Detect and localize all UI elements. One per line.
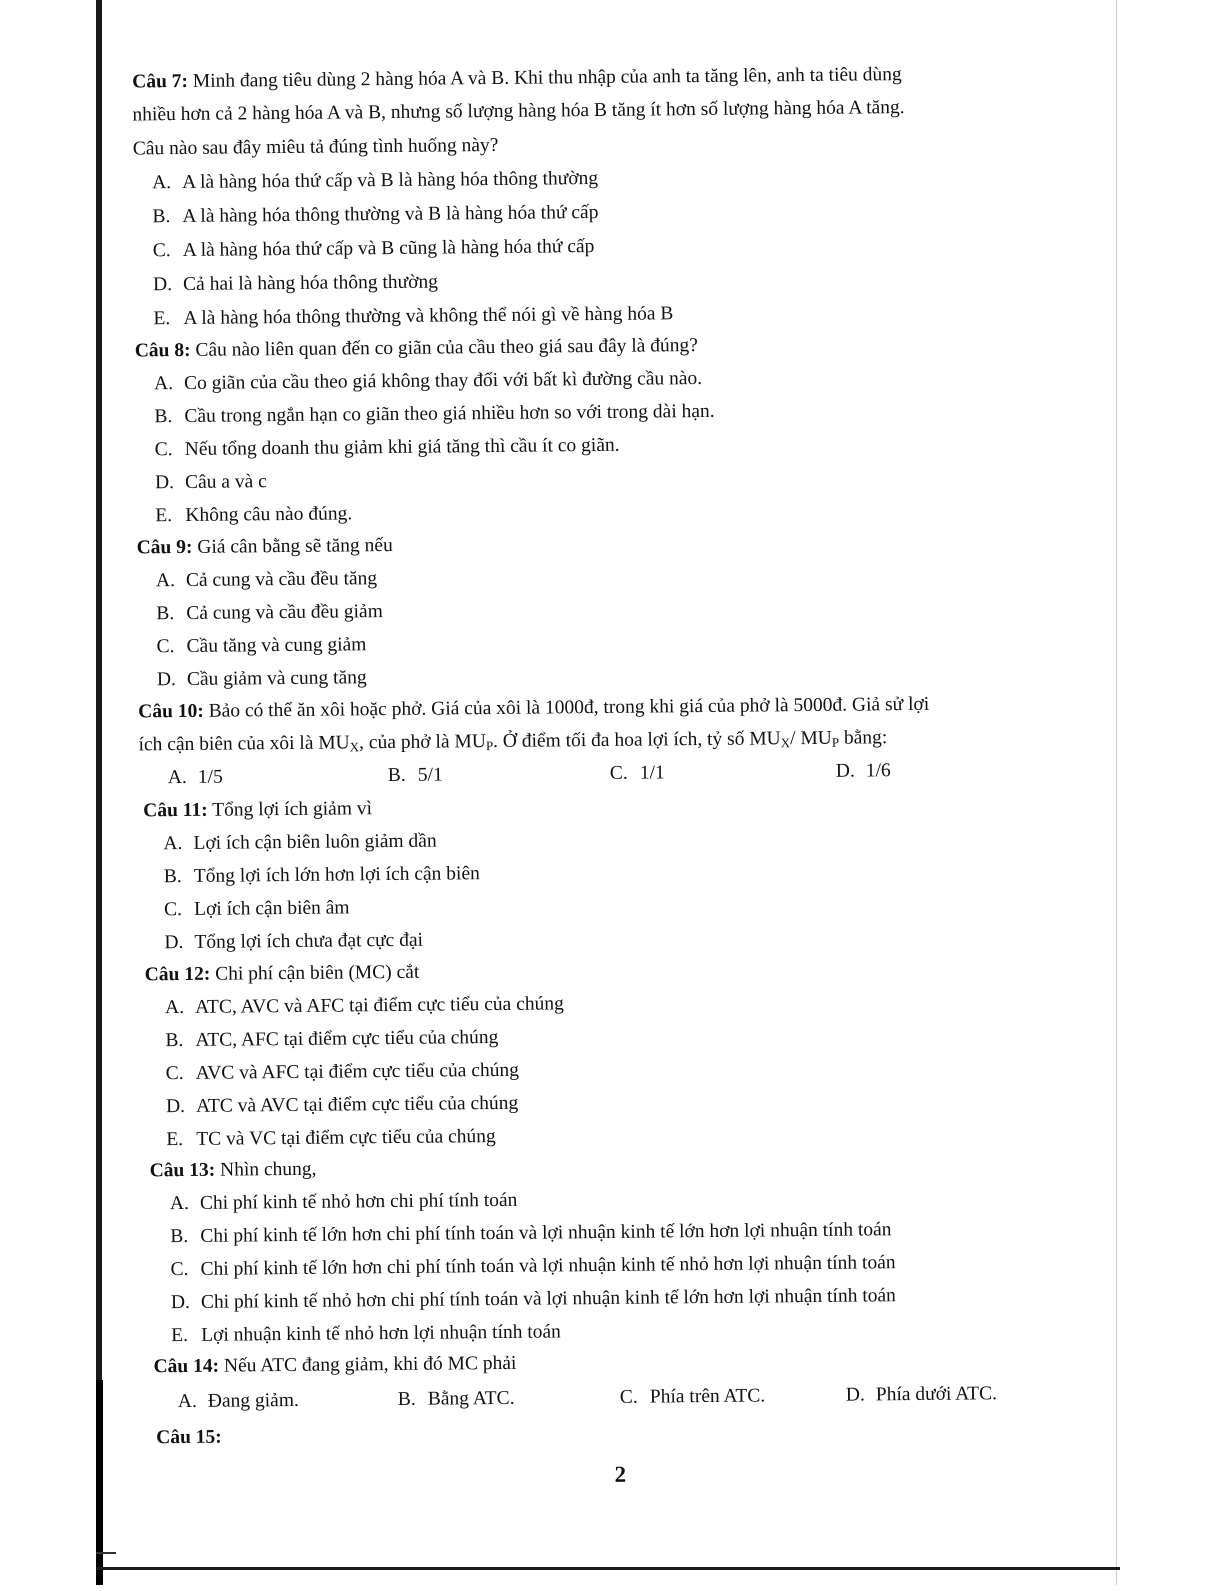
question-label: Câu 9:: [136, 536, 193, 559]
option-14b: [398, 1389, 515, 1410]
option-letter: B.: [154, 406, 173, 428]
question-15: [156, 1428, 222, 1448]
option-letter: C.: [170, 1258, 189, 1281]
option-8e: [155, 504, 352, 525]
option-11b: [164, 864, 480, 887]
question-text: Bảo có thể ăn xôi hoặc phở. Giá của xôi là 1000đ, trong khi giá của phở là 5000đ. Giả sử lợi: [208, 693, 930, 722]
option-text: A là hàng hóa thông thường và không thể nói gì về hàng hóa B: [183, 303, 674, 329]
option-letter: C.: [152, 240, 171, 262]
option-14a: [178, 1391, 299, 1412]
option-text: Bằng ATC.: [427, 1387, 515, 1410]
question-13: [150, 1160, 317, 1181]
option-text: Chi phí kinh tế lớn hơn chi phí tính toán và lợi nhuận kinh tế nhỏ hơn lợi nhuận tính toán: [200, 1252, 896, 1280]
question-8: [135, 336, 698, 361]
option-13c: [170, 1253, 895, 1279]
option-letter: C.: [154, 439, 173, 461]
option-letter: A.: [153, 373, 174, 395]
text-part: . Ở điểm tối đa hoa lợi ích, tỷ số MU: [492, 728, 781, 753]
option-9d: [157, 668, 367, 690]
option-letter: D.: [170, 1291, 190, 1314]
subscript-x: X: [349, 739, 360, 755]
option-letter: E.: [153, 308, 171, 330]
option-10b: [388, 766, 443, 786]
option-letter: A.: [169, 1192, 190, 1215]
option-10c: [610, 763, 665, 783]
option-letter: A.: [163, 833, 183, 855]
option-text: Chi phí kinh tế lớn hơn chi phí tính toán và lợi nhuận kinh tế lớn hơn lợi nhuận tính toán: [200, 1219, 892, 1247]
option-12e: [166, 1127, 496, 1150]
option-9a: [156, 569, 377, 591]
option-text: Cầu tăng và cung giảm: [186, 634, 367, 657]
option-text: 1/5: [197, 766, 223, 788]
option-text: Cả cung và cầu đều giảm: [186, 601, 383, 624]
question-label: Câu 13:: [149, 1159, 216, 1182]
option-12a: [165, 994, 564, 1017]
option-text: Cả cung và cầu đều tăng: [185, 568, 378, 591]
text-part: , của phở là MU: [359, 731, 486, 754]
text-part: / MU: [789, 727, 832, 750]
option-text: ATC và AVC tại điểm cực tiểu của chúng: [195, 1092, 519, 1117]
option-text: Cầu giảm và cung tăng: [186, 667, 367, 690]
option-letter: D.: [156, 669, 176, 691]
question-text: Tổng lợi ích giảm vì: [212, 798, 373, 821]
question-10-line-2: [138, 728, 887, 755]
option-text: Cả hai là hàng hóa thông thường: [183, 271, 439, 295]
option-letter: A.: [167, 766, 187, 789]
option-7c: [153, 237, 595, 261]
option-letter: E.: [166, 1129, 184, 1151]
option-text: 1/1: [639, 762, 665, 784]
question-7-line-3: Câu nào sau đây miêu tả đúng tình huống này?: [132, 134, 499, 160]
option-8c: [155, 436, 620, 460]
option-text: ATC, AVC và AFC tại điểm cực tiểu của chúng: [194, 993, 564, 1018]
option-13b: [170, 1220, 891, 1246]
option-text: Câu a và c: [184, 471, 267, 493]
option-text: Nếu tổng doanh thu giảm khi giá tăng thì cầu ít co giãn.: [184, 434, 620, 460]
option-8d: [155, 472, 267, 493]
option-text: Tổng lợi ích lớn hơn lợi ích cận biên: [193, 863, 480, 887]
subscript-x: X: [780, 735, 791, 751]
option-9c: [157, 635, 367, 657]
option-letter: E.: [155, 505, 173, 527]
subscript-p: P: [831, 734, 840, 750]
question-text: Câu nào liên quan đến co giãn của cầu theo giá sau đây là đúng?: [195, 335, 699, 361]
option-letter: C.: [164, 899, 183, 921]
option-12c: [166, 1061, 519, 1084]
text-part: ích cận biên của xôi là MU: [138, 732, 350, 756]
option-7a: [152, 169, 598, 193]
question-label: Câu 10:: [138, 700, 204, 723]
option-text: TC và VC tại điểm cực tiểu của chúng: [196, 1126, 496, 1150]
question-14: [153, 1354, 516, 1377]
page-number: 2: [614, 1461, 627, 1487]
option-11a: [163, 832, 436, 854]
option-text: AVC và AFC tại điểm cực tiểu của chúng: [195, 1059, 520, 1084]
option-letter: C.: [165, 1063, 184, 1085]
question-label: Câu 14:: [153, 1355, 220, 1378]
question-7: [132, 65, 902, 92]
question-9: [137, 536, 393, 558]
option-letter: A.: [155, 570, 176, 592]
option-text: A là hàng hóa thứ cấp và B là hàng hóa thông thường: [182, 167, 599, 193]
question-text: Chi phí cận biên (MC) cắt: [215, 961, 420, 985]
option-letter: A.: [177, 1390, 197, 1413]
question-11: [143, 799, 372, 821]
option-text: ATC, AFC tại điểm cực tiểu của chúng: [195, 1026, 499, 1051]
option-10d: [836, 761, 891, 781]
option-letter: C.: [609, 762, 628, 784]
option-letter: B.: [170, 1225, 189, 1248]
subscript-p: P: [485, 738, 494, 754]
option-letter: A.: [164, 997, 185, 1019]
option-text: A là hàng hóa thông thường và B là hàng hóa thứ cấp: [182, 201, 599, 227]
option-letter: D.: [164, 932, 184, 954]
option-9b: [156, 602, 383, 624]
option-letter: B.: [387, 764, 406, 787]
option-12b: [165, 1028, 498, 1051]
option-letter: E.: [171, 1324, 189, 1347]
option-7b: [152, 203, 598, 227]
option-7d: [153, 273, 438, 295]
option-13e: [171, 1322, 561, 1345]
option-12d: [166, 1094, 518, 1117]
question-label: Câu 12:: [144, 963, 211, 986]
question-text: Minh đang tiêu dùng 2 hàng hóa A và B. Khi thu nhập của anh ta tăng lên, anh ta tiêu dùng: [192, 64, 902, 92]
question-10: [138, 695, 929, 722]
option-13d: [171, 1286, 896, 1312]
option-letter: D.: [153, 274, 173, 296]
option-text: 5/1: [417, 764, 443, 786]
question-label: Câu 7:: [132, 70, 189, 93]
option-letter: D.: [165, 1095, 186, 1118]
option-text: Đang giảm.: [207, 1389, 299, 1412]
option-letter: C.: [619, 1386, 638, 1408]
option-text: Lợi ích cận biên luôn giảm dần: [193, 830, 437, 854]
option-11c: [164, 898, 350, 919]
option-text: Tổng lợi ích chưa đạt cực đại: [194, 929, 424, 953]
option-letter: B.: [165, 1030, 184, 1052]
option-text: Phía dưới ATC.: [875, 1383, 998, 1406]
option-text: Phía trên ATC.: [649, 1385, 766, 1408]
option-8a: [154, 369, 702, 394]
option-11d: [164, 931, 423, 953]
option-text: Không câu nào đúng.: [185, 503, 353, 526]
option-letter: A.: [152, 172, 172, 194]
option-8b: [154, 402, 714, 427]
option-letter: B.: [397, 1388, 416, 1410]
option-text: Cầu trong ngắn hạn co giãn theo giá nhiều hơn so với trong dài hạn.: [184, 400, 715, 427]
option-letter: C.: [156, 636, 175, 658]
option-letter: D.: [845, 1384, 865, 1406]
question-label: Câu 8:: [134, 339, 191, 362]
option-text: 1/6: [865, 760, 891, 782]
option-letter: D.: [835, 760, 855, 782]
question-12: [145, 963, 420, 985]
question-label: Câu 15:: [156, 1426, 222, 1449]
option-13a: [170, 1191, 518, 1214]
option-7e: [153, 304, 673, 328]
option-14c: [620, 1386, 766, 1407]
option-text: A là hàng hóa thứ cấp và B cũng là hàng hóa thứ cấp: [182, 236, 595, 261]
option-letter: B.: [163, 866, 182, 888]
option-text: Chi phí kinh tế nhỏ hơn chi phí tính toán và lợi nhuận kinh tế lớn hơn lợi nhuận tính toán: [200, 1285, 896, 1313]
text-part: bằng:: [838, 727, 888, 749]
option-text: Lợi nhuận kinh tế nhỏ hơn lợi nhuận tính toán: [201, 1321, 561, 1346]
question-7-line-2: nhiều hơn cả 2 hàng hóa A và B, nhưng số lượng hàng hóa B tăng ít hơn số lượng hàng hóa A tăng.: [132, 97, 905, 126]
option-text: Co giãn của cầu theo giá không thay đổi với bất kì đường cầu nào.: [183, 368, 703, 394]
question-text: Nếu ATC đang giảm, khi đó MC phải: [223, 1352, 517, 1377]
option-text: Lợi ích cận biên âm: [194, 897, 350, 920]
option-14d: [846, 1384, 997, 1405]
question-label: Câu 11:: [143, 799, 208, 822]
option-10a: [168, 768, 223, 788]
question-text: Giá cân bằng sẽ tăng nếu: [197, 534, 393, 558]
option-letter: D.: [154, 472, 175, 494]
option-letter: B.: [152, 206, 171, 228]
option-text: Chi phí kinh tế nhỏ hơn chi phí tính toán: [199, 1189, 518, 1214]
question-text: Nhìn chung,: [219, 1158, 317, 1181]
option-letter: B.: [156, 603, 175, 625]
